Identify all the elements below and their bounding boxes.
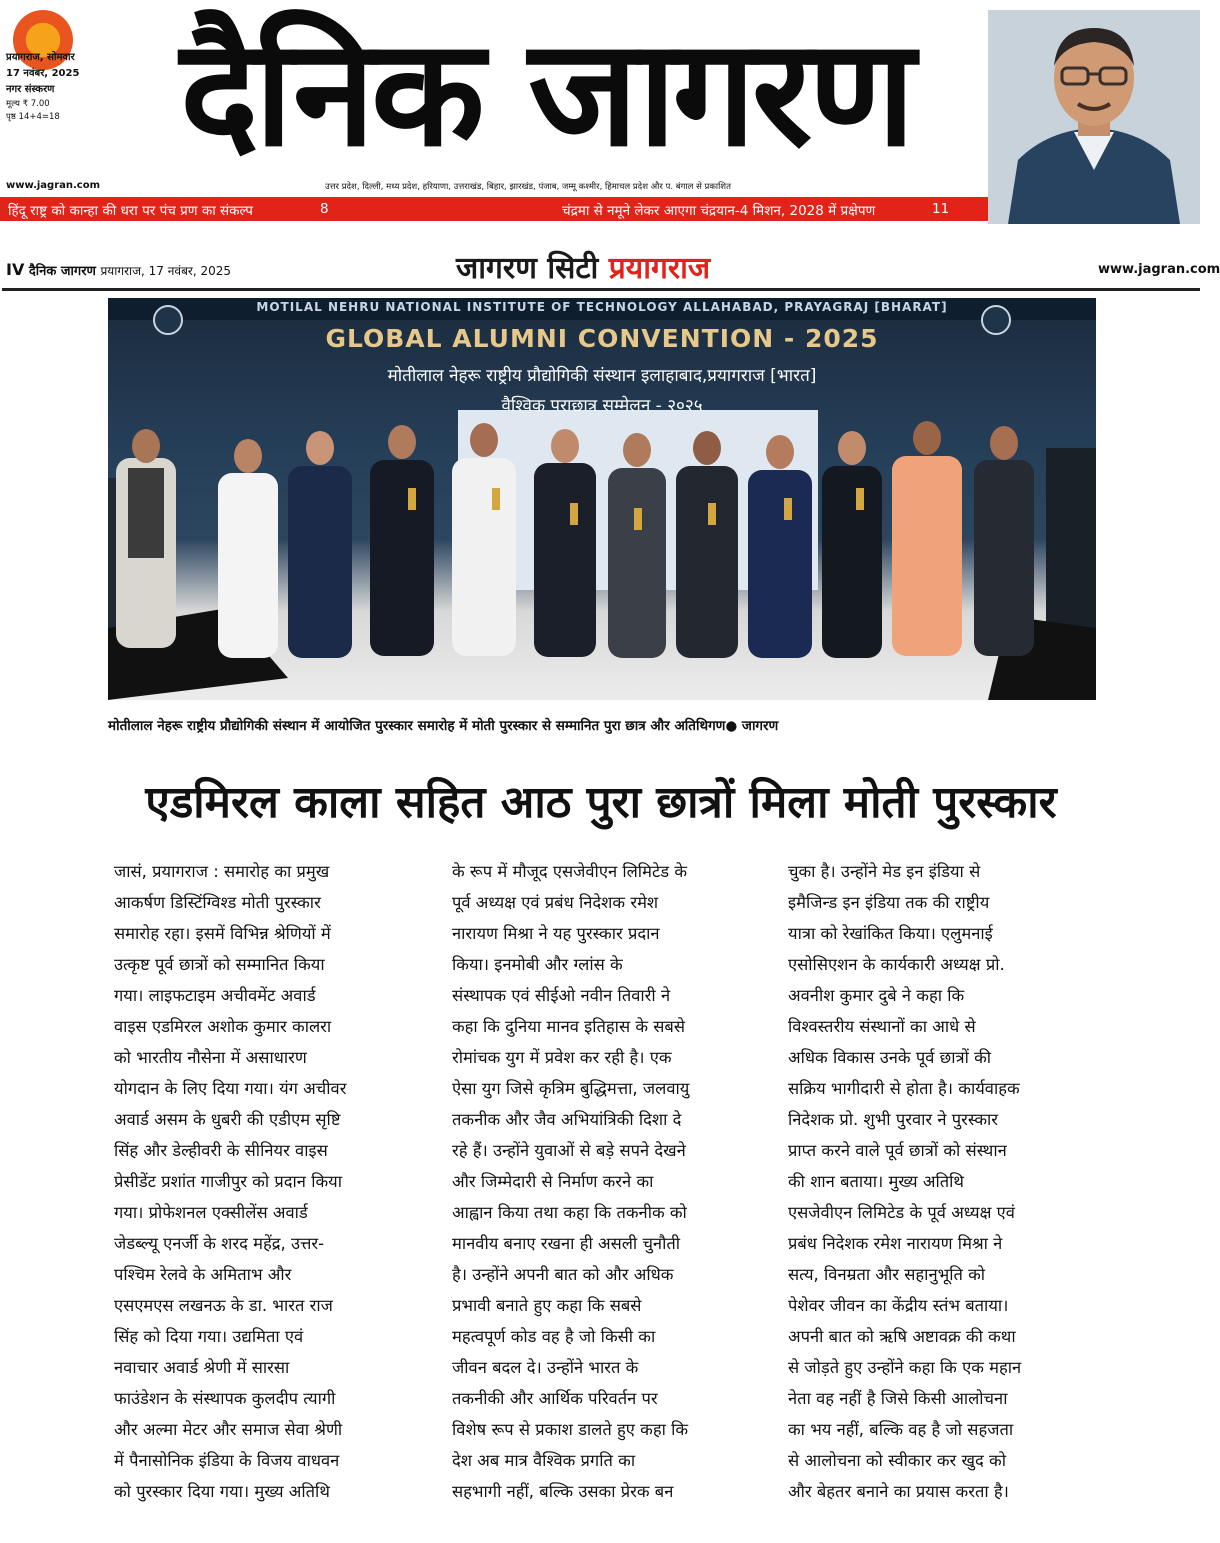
article-line: का भय नहीं, बल्कि वह है जो सहजता [788,1420,1014,1439]
section-title [456,246,710,287]
article-line: और अल्मा मेटर और समाज सेवा श्रेणी [114,1420,343,1439]
edition-city-day: प्रयागराज, सोमवार [6,52,75,63]
article-line: यात्रा को रेखांकित किया। एलुमनाई [788,924,993,943]
article-line: है। उन्होंने अपनी बात को और अधिक [452,1265,674,1284]
section-dateline [6,260,231,279]
article-line: आह्वान किया तथा कहा कि तकनीक को [452,1203,687,1222]
article-line: मानवीय बनाए रखना ही असली चुनौती [452,1234,681,1253]
article-line: तकनीकी और आर्थिक परिवर्तन पर [452,1389,658,1408]
article-line: चुका है। उन्होंने मेड इन इंडिया से [788,862,981,881]
article-line: योगदान के लिए दिया गया। यंग अचीवर [114,1079,347,1098]
teaser-2-page: 11 [932,201,950,217]
article-line: निदेशक प्रो. शुभी पुरवार ने पुरस्कार [788,1110,999,1129]
article-line: देश अब मात्र वैश्विक प्रगति का [452,1451,636,1470]
article-line: एसजेवीएन लिमिटेड के पूर्व अध्यक्ष एवं [788,1203,1015,1222]
article-line: और जिम्मेदारी से निर्माण करने का [452,1172,654,1191]
published-states: उत्तर प्रदेश, दिल्ली, मध्य प्रदेश, हरियाणा, उत्तराखंड, बिहार, झारखंड, पंजाब, जम्मू कश्मीर, हिमाचल प्रदेश और प. बंगाल से प्रकाशित [325,182,731,192]
section-url[interactable]: www.jagran.com [1098,262,1220,277]
banner-institute: MOTILAL NEHRU NATIONAL INSTITUTE OF TECHNOLOGY ALLAHABAD, PRAYAGRAJ [BHARAT] [256,300,948,314]
article-line: और बेहतर बनाने का प्रयास करता है। [788,1482,1009,1501]
article-line: आकर्षण डिस्टिंग्विश्ड मोती पुरस्कार [114,893,321,912]
edition-price: मूल्य ₹ 7.00 [6,99,50,109]
article-line: अवनीश कुमार दुबे ने कहा कि [788,986,965,1005]
article-line: सक्रिय भागीदारी से होता है। कार्यवाहक [788,1079,1020,1098]
article-line: को पुरस्कार दिया गया। मुख्य अतिथि [114,1482,330,1501]
edition-info [6,50,79,124]
article-line: प्राप्त करने वाले पूर्व छात्रों को संस्थान [788,1141,1007,1160]
section-divider [2,288,1200,291]
article-line: पेशेवर जीवन का केंद्रीय स्तंभ बताया। [788,1296,1009,1315]
article-line: गया। प्रोफेशनल एक्सीलेंस अवार्ड [114,1203,308,1222]
article-line: कहा कि दुनिया मानव इतिहास के सबसे [452,1017,686,1036]
article-line: से जोड़ते हुए उन्होंने कहा कि एक महान [788,1358,1022,1377]
columnist-portrait [988,10,1200,224]
article-line: प्रेसीडेंट प्रशांत गाजीपुर को प्रदान किया [114,1172,342,1191]
article-line: विश्वस्तरीय संस्थानों का आधे से [788,1017,976,1036]
article-line: नेता वह नहीं है जिसे किसी आलोचना [788,1389,1008,1408]
article-column-2 [452,856,770,1507]
article-line: समारोह रहा। इसमें विभिन्न श्रेणियों में [114,924,331,943]
edition-pages: पृष्ठ 14+4=18 [6,112,60,122]
article-line: वाइस एडमिरल अशोक कुमार कालरा [114,1017,332,1036]
article-line: महत्वपूर्ण कोड वह है जो किसी का [452,1327,656,1346]
article-line: जासं, प्रयागराज : समारोह का प्रमुख [114,862,330,881]
teaser-bar [0,197,988,221]
article-line: अधिक विकास उनके पूर्व छात्रों की [788,1048,992,1067]
article-line: गया। लाइफटाइम अचीवमेंट अवार्ड [114,986,316,1005]
section-paper: दैनिक जागरण [28,264,96,279]
article-line: को भारतीय नौसेना में असाधारण [114,1048,307,1067]
article-line: एसोसिएशन के कार्यकारी अध्यक्ष प्रो. [788,955,1005,974]
article-line: प्रभावी बनाते हुए कहा कि सबसे [452,1296,642,1315]
edition-date: 17 नवंबर, 2025 [6,68,80,79]
photo-caption: मोतीलाल नेहरू राष्ट्रीय प्रौद्योगिकी संस्थान में आयोजित पुरस्कार समारोह में मोती पुरस्कार से सम्मानित पुरा छात्र और अतिथिगण● जागरण [108,718,779,734]
article-line: पश्चिम रेलवे के अमिताभ और [114,1265,292,1284]
article-line: एसएमएस लखनऊ के डा. भारत राज [114,1296,333,1315]
article-line: उत्कृष्ट पूर्व छात्रों को सम्मानित किया [114,955,325,974]
publication-strip [0,179,988,196]
article-line: अपनी बात को ऋषि अष्टावक्र की कथा [788,1327,1016,1346]
section-date: प्रयागराज, 17 नवंबर, 2025 [100,264,231,278]
article-line: तकनीक और जैव अभियांत्रिकी दिशा दे [452,1110,682,1129]
page-number: IV [6,260,25,279]
article-line: ऐसा युग जिसे कृत्रिम बुद्धिमत्ता, जलवायु [452,1079,690,1098]
article-line: सहभागी नहीं, बल्कि उसका प्रेरक बन [452,1482,674,1501]
banner-institute-hindi: मोतीलाल नेहरू राष्ट्रीय प्रौद्योगिकी संस्थान इलाहाबाद,प्रयागराज [भारत] [387,366,817,386]
masthead-url[interactable]: www.jagran.com [6,180,101,191]
sun-logo-icon [6,6,80,46]
banner-event: GLOBAL ALUMNI CONVENTION - 2025 [325,324,879,353]
article-line: इमैजिन्ड इन इंडिया तक की राष्ट्रीय [788,893,990,912]
article-line: नवाचार अवार्ड श्रेणी में सारसा [114,1358,290,1377]
article-line: में पैनासोनिक इंडिया के विजय वाधवन [114,1451,340,1470]
teaser-1-page: 8 [320,201,329,217]
article-headline: एडमिरल काला सहित आठ पुरा छात्रों मिला मोती पुरस्कार [145,777,1057,828]
article-line: से आलोचना को स्वीकार कर खुद को [788,1451,1006,1470]
article-line: जीवन बदल दे। उन्होंने भारत के [452,1358,639,1377]
event-photo [108,298,1096,700]
article-line: नारायण मिश्रा ने यह पुरस्कार प्रदान [452,924,660,943]
edition-name: नगर संस्करण [6,84,55,95]
article-line: सिंह और डेल्हीवरी के सीनियर वाइस [114,1141,328,1160]
article-line: रहे हैं। उन्होंने युवाओं से बड़े सपने देखने [452,1141,686,1160]
article-line: पूर्व अध्यक्ष एवं प्रबंध निदेशक रमेश [452,893,659,912]
teaser-2-text[interactable]: चंद्रमा से नमूने लेकर आएगा चंद्रयान-4 मिशन, 2028 में प्रक्षेपण [562,203,876,219]
article-line: संस्थापक एवं सीईओ नवीन तिवारी ने [452,986,671,1005]
banner-event-hindi: वैश्विक पराछात्र सम्मेलन - २०२५ [501,396,703,416]
article-line: की शान बताया। मुख्य अतिथि [788,1172,964,1191]
article-line: फाउंडेशन के संस्थापक कुलदीप त्यागी [114,1389,336,1408]
article-line: के रूप में मौजूद एसजेवीएन लिमिटेड के [452,862,688,881]
article-line: विशेष रूप से प्रकाश डालते हुए कहा कि [452,1420,689,1439]
article-column-3 [788,856,1106,1507]
article-line: सिंह को दिया गया। उद्यमिता एवं [114,1327,304,1346]
article-line: प्रबंध निदेशक रमेश नारायण मिश्रा ने [788,1234,1003,1253]
section-title-city: प्रयागराज [608,251,711,286]
teaser-1-text[interactable]: हिंदू राष्ट्र को कान्हा की धरा पर पंच प्रण का संकल्प [8,203,253,219]
section-title-prefix: जागरण सिटी [456,251,599,286]
article-line: सत्य, विनम्रता और सहानुभूति को [788,1265,986,1284]
article-line: अवार्ड असम के धुबरी की एडीएम सृष्टि [114,1110,341,1129]
article-line: जेडब्ल्यू एनर्जी के शरद महेंद्र, उत्तर- [114,1234,325,1253]
article-line: किया। इनमोबी और ग्लांस के [452,955,623,974]
article-line: रोमांचक युग में प्रवेश कर रही है। एक [452,1048,672,1067]
newspaper-title: दैनिक जागरण [180,7,912,179]
article-column-1 [114,856,432,1507]
